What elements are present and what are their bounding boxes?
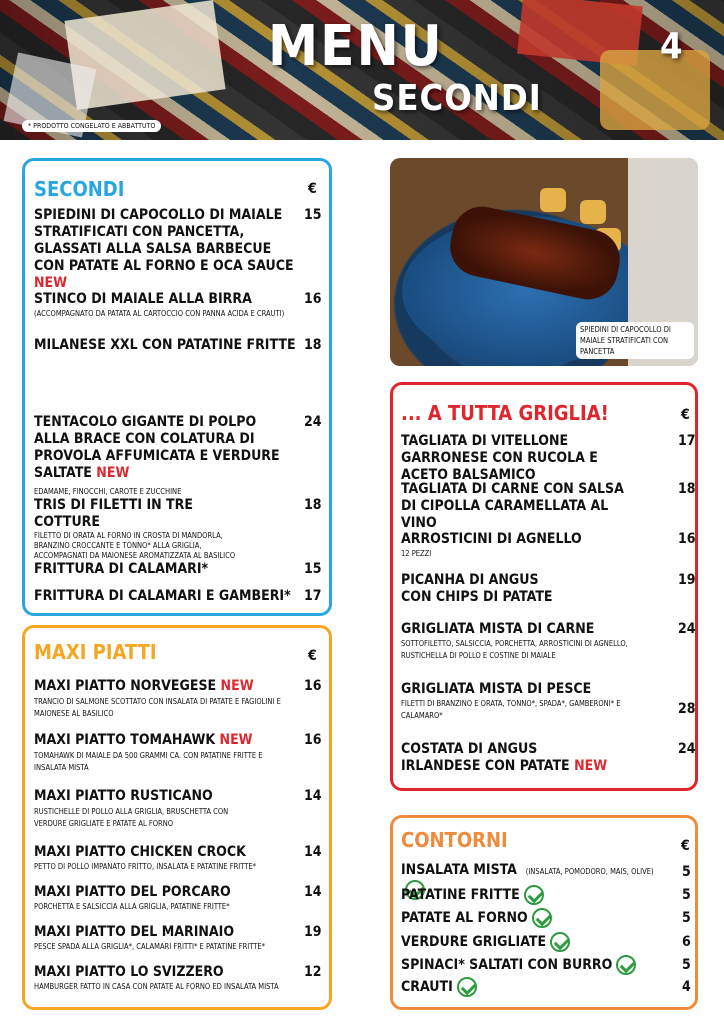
- new-badge: NEW: [34, 275, 68, 291]
- item-description: TRANCIO DI SALMONE SCOTTATO CON INSALATA DI PATATE E FAGIOLINI E MAIONESE AL BASILICO: [34, 697, 281, 718]
- menu-item: [34, 291, 304, 320]
- menu-item: [401, 572, 571, 606]
- item-name: MAXI PIATTO TOMAHAWK: [34, 732, 216, 748]
- menu-item: [401, 681, 641, 722]
- menu-item: [34, 561, 304, 578]
- new-badge: NEW: [96, 465, 130, 481]
- potato-shape: [540, 188, 566, 212]
- item-price: 24: [678, 741, 696, 757]
- menu-item: [401, 741, 621, 775]
- menu-item: [34, 414, 294, 498]
- item-description: (INSALATA, POMODORO, MAIS, OLIVE): [525, 867, 654, 876]
- menu-item: [401, 977, 671, 997]
- item-price: 14: [304, 788, 322, 804]
- item-description: (ACCOMPAGNATO DA PATATA AL CARTOCCIO CON PANNA ACIDA E CRAUTI): [34, 309, 285, 318]
- item-description: EDAMAME, FINOCCHI, CAROTE E ZUCCHINE: [34, 487, 182, 496]
- item-name: SPIEDINI DI CAPOCOLLO DI MAIALE STRATIFICATI CON PANCETTA, GLASSATI ALLA SALSA BARBECUE CON PATATE AL FORNO E OCA SAUCE: [34, 207, 294, 274]
- item-name: STINCO DI MAIALE ALLA BIRRA: [34, 291, 252, 307]
- currency-symbol: €: [308, 181, 317, 197]
- item-description: PORCHETTA E SALSICCIA ALLA GRIGLIA, PATATINE FRITTE*: [34, 902, 230, 911]
- item-description: SOTTOFILETTO, SALSICCIA, PORCHETTA, ARROSTICINI DI AGNELLO, RUSTICHELLA DI POLLO E COSTINE DI MAIALE: [401, 639, 628, 660]
- item-price: 16: [304, 732, 322, 748]
- page-subtitle: SECONDI: [372, 78, 542, 119]
- header-banner: [0, 0, 724, 140]
- item-price: 28: [678, 701, 696, 717]
- item-name: CRAUTI: [401, 979, 453, 995]
- menu-item: [401, 621, 641, 662]
- menu-item: [34, 337, 304, 354]
- item-description: HAMBURGER FATTO IN CASA CON PATATE AL FORNO ED INSALATA MISTA: [34, 982, 279, 991]
- item-price: 5: [682, 887, 691, 903]
- menu-item: [401, 908, 671, 928]
- menu-item: [34, 588, 304, 605]
- item-price: 24: [304, 414, 322, 430]
- new-badge: NEW: [220, 678, 254, 694]
- item-price: 18: [304, 337, 322, 353]
- page-title: MENU: [268, 14, 444, 79]
- item-description: 12 PEZZI: [401, 549, 432, 558]
- item-name: GRIGLIATA MISTA DI PESCE: [401, 681, 592, 697]
- frozen-note: * PRODOTTO CONGELATO E ABBATTUTO: [22, 120, 161, 132]
- item-name: VERDURE GRIGLIATE: [401, 934, 547, 950]
- menu-item: [34, 678, 294, 720]
- griglia-section: [390, 382, 698, 791]
- secondi-section: [22, 158, 332, 616]
- check-icon: [532, 908, 552, 928]
- item-price: 14: [304, 844, 322, 860]
- menu-item: [401, 433, 641, 484]
- photo-caption: SPIEDINI DI CAPOCOLLO DI MAIALE STRATIFICATI CON PANCETTA: [576, 322, 694, 359]
- menu-item: [34, 788, 254, 830]
- item-name: SPINACI* SALTATI CON BURRO: [401, 957, 613, 973]
- item-price: 5: [682, 864, 691, 880]
- item-name: MILANESE XXL CON PATATINE FRITTE: [34, 337, 296, 353]
- check-icon: [457, 977, 477, 997]
- item-name: PATATE AL FORNO: [401, 910, 528, 926]
- item-price: 19: [304, 924, 322, 940]
- item-name: TAGLIATA DI VITELLONE GARRONESE CON RUCOLA E ACETO BALSAMICO: [401, 433, 598, 483]
- menu-item: [401, 932, 671, 952]
- currency-symbol: €: [681, 407, 690, 423]
- item-price: 16: [304, 678, 322, 694]
- item-description: PETTO DI POLLO IMPANATO FRITTO, INSALATA E PATATINE FRITTE*: [34, 862, 257, 871]
- item-price: 12: [304, 964, 322, 980]
- check-icon: [550, 932, 570, 952]
- item-price: 4: [682, 979, 691, 995]
- section-title: SECONDI: [34, 177, 125, 201]
- menu-item: [34, 964, 304, 993]
- check-icon: [616, 955, 636, 975]
- item-price: 19: [678, 572, 696, 588]
- item-price: 6: [682, 934, 691, 950]
- potato-shape: [580, 200, 606, 224]
- item-price: 15: [304, 207, 322, 223]
- item-price: 18: [678, 481, 696, 497]
- item-price: 5: [682, 910, 691, 926]
- item-name: PATATINE FRITTE: [401, 887, 520, 903]
- new-badge: NEW: [219, 732, 253, 748]
- collage-decoration: [600, 50, 710, 130]
- item-price: 14: [304, 884, 322, 900]
- menu-item: [34, 844, 304, 873]
- item-name: MAXI PIATTO DEL PORCARO: [34, 884, 231, 900]
- item-name: MAXI PIATTO RUSTICANO: [34, 788, 213, 804]
- item-price: 16: [678, 531, 696, 547]
- menu-item: [401, 531, 651, 560]
- menu-item: [34, 207, 294, 292]
- page-number: 4: [660, 26, 683, 67]
- menu-item: [401, 955, 671, 975]
- item-name: TENTACOLO GIGANTE DI POLPO ALLA BRACE CON COLATURA DI PROVOLA AFFUMICATA E VERDURE SALTATE: [34, 414, 280, 481]
- item-name: MAXI PIATTO LO SVIZZERO: [34, 964, 224, 980]
- maxi-piatti-section: [22, 625, 332, 1010]
- item-name: FRITTURA DI CALAMARI*: [34, 561, 209, 577]
- item-price: 15: [304, 561, 322, 577]
- item-price: 16: [304, 291, 322, 307]
- item-description: FILETTI DI BRANZINO E ORATA, TONNO*, SPADA*, GAMBERONI* E CALAMARO*: [401, 699, 621, 720]
- item-price: 5: [682, 957, 691, 973]
- item-description: RUSTICHELLE DI POLLO ALLA GRIGLIA, BRUSCHETTA CON VERDURE GRIGLIATE E PATATE AL FORNO: [34, 807, 229, 828]
- item-name: ARROSTICINI DI AGNELLO: [401, 531, 582, 547]
- menu-item: [34, 732, 294, 774]
- item-name: TAGLIATA DI CARNE CON SALSA DI CIPOLLA CARAMELLATA AL VINO: [401, 481, 624, 531]
- menu-item: [34, 497, 254, 561]
- new-badge: NEW: [574, 758, 608, 774]
- item-description: TOMAHAWK DI MAIALE DA 500 GRAMMI CA. CON PATATINE FRITTE E INSALATA MISTA: [34, 751, 263, 772]
- currency-symbol: €: [308, 648, 317, 664]
- section-title: ... A TUTTA GRIGLIA!: [401, 401, 609, 425]
- check-icon: [524, 885, 544, 905]
- item-name: FRITTURA DI CALAMARI E GAMBERI*: [34, 588, 291, 604]
- section-title: CONTORNI: [401, 828, 508, 852]
- menu-item: [401, 885, 671, 905]
- item-price: 24: [678, 621, 696, 637]
- item-name: MAXI PIATTO NORVEGESE: [34, 678, 217, 694]
- menu-item: [34, 884, 304, 913]
- currency-symbol: €: [681, 838, 690, 854]
- item-description: PESCE SPADA ALLA GRIGLIA*, CALAMARI FRITTI* E PATATINE FRITTE*: [34, 942, 266, 951]
- item-name: TRIS DI FILETTI IN TRE COTTURE: [34, 497, 193, 530]
- contorni-section: [390, 815, 698, 1010]
- item-name: COSTATA DI ANGUS IRLANDESE CON PATATE: [401, 741, 570, 774]
- item-price: 17: [678, 433, 696, 449]
- item-price: 18: [304, 497, 322, 513]
- item-name: GRIGLIATA MISTA DI CARNE: [401, 621, 595, 637]
- item-price: 17: [304, 588, 322, 604]
- item-name: INSALATA MISTA: [401, 862, 517, 878]
- item-name: MAXI PIATTO DEL MARINAIO: [34, 924, 235, 940]
- menu-item: [34, 924, 304, 953]
- item-description: FILETTO DI ORATA AL FORNO IN CROSTA DI MANDORLA, BRANZINO CROCCANTE E TONNO* ALLA GRIGLIA, ACCOMPAGNATI DA MAIONESE AROMATIZZATA AL BASILICO: [34, 531, 236, 560]
- item-name: PICANHA DI ANGUS CON CHIPS DI PATATE: [401, 572, 553, 605]
- menu-item: [401, 481, 631, 532]
- item-name: MAXI PIATTO CHICKEN CROCK: [34, 844, 246, 860]
- section-title: MAXI PIATTI: [34, 640, 157, 664]
